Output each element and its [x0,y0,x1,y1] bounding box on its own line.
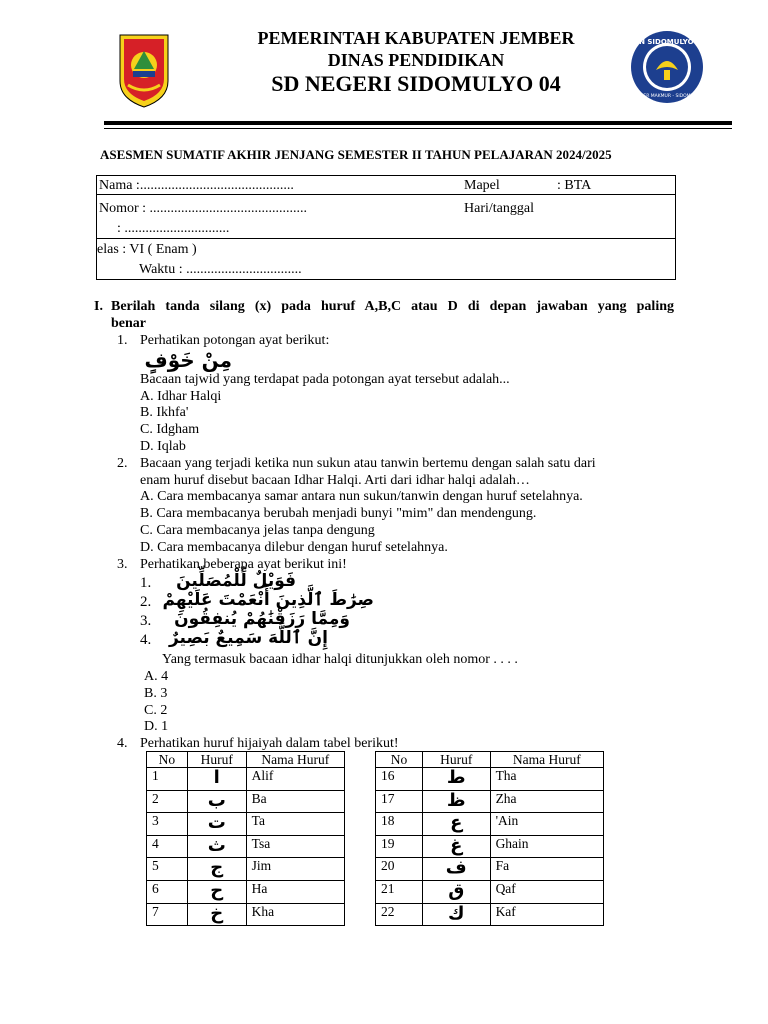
hijaiyah-letter: ع [422,813,490,836]
student-info-box [96,175,676,280]
row-number: 1 [147,768,188,791]
header-nama: Nama Huruf [490,752,603,768]
table-row [376,835,604,858]
hijaiyah-letter: ظ [422,790,490,813]
info-divider [97,238,675,239]
q3-question: Yang termasuk bacaan idhar halqi ditunjukkan oleh nomor . . . . [162,652,518,667]
row-number: 20 [376,858,423,881]
q2-option-c[interactable]: C. Cara membacanya jelas tanpa dengung [140,523,375,538]
q1-option-d[interactable]: D. Iqlab [140,439,186,454]
header-gov: PEMERINTAH KABUPATEN JEMBER [257,28,575,48]
row-number: 16 [376,768,423,791]
q2-number: 2. [117,456,128,471]
q2-option-d[interactable]: D. Cara membacanya dilebur dengan huruf setelahnya. [140,540,448,555]
number-field[interactable]: Nomor : ............................................. [99,201,308,216]
letter-name: Ba [246,790,344,813]
hijaiyah-letter: ا [187,768,246,791]
seal-top-text: SDN SIDOMULYO 04 [630,38,704,46]
letter-name: Ha [246,880,344,903]
letter-name: Kaf [490,903,603,926]
q4-number: 4. [117,736,128,751]
table-row [147,813,345,836]
q3-verse-number: 2. [140,594,152,610]
subject-label: Mapel [464,178,500,193]
q4-text: Perhatikan huruf hijaiyah dalam tabel berikut! [140,736,399,751]
jember-logo [118,33,170,109]
row-number: 19 [376,835,423,858]
table-row [376,813,604,836]
q1-number: 1. [117,333,128,348]
q3-verse-arabic: إِنَّ ٱللَّهَ سَمِيعٌ بَصِيرٌ [168,628,328,648]
letter-name: Fa [490,858,603,881]
section-numeral: I. [94,299,103,314]
info-divider [97,194,675,195]
q3-verse-number: 3. [140,613,152,629]
row-number: 22 [376,903,423,926]
exam-title: ASESMEN SUMATIF AKHIR JENJANG SEMESTER II TAHUN PELAJARAN 2024/2025 [100,147,612,162]
q3-verse-arabic: فَوَيْلٌ لِّلْمُصَلِّينَ [176,571,296,591]
q1-option-c[interactable]: C. Idgham [140,422,200,437]
q3-option-a[interactable]: A. 4 [144,669,169,684]
hijaiyah-letter: ف [422,858,490,881]
section-instruction-cont: benar [111,316,146,331]
hijaiyah-letter: ق [422,880,490,903]
q2-option-a[interactable]: A. Cara membacanya samar antara nun sukun/tanwin dengan huruf setelahnya. [140,489,583,504]
table-row [147,880,345,903]
header-huruf: Huruf [187,752,246,768]
letter-name: Jim [246,858,344,881]
table-row [376,858,604,881]
hijaiyah-letter: خ [187,903,246,926]
row-number: 18 [376,813,423,836]
q2-text-cont: enam huruf disebut bacaan Idhar Halqi. Arti dari idhar halqi adalah… [140,473,530,488]
letter-name: Tsa [246,835,344,858]
seal-bottom-text: JEMBER MAKMUR - SIDOMULYO [632,94,702,99]
q3-verse-number: 1. [140,575,152,591]
letter-name: Tha [490,768,603,791]
table-row [147,835,345,858]
q3-number: 3. [117,557,128,572]
table-row [376,903,604,926]
hijaiyah-letter: ج [187,858,246,881]
letter-name: Zha [490,790,603,813]
section-instruction: Berilah tanda silang (x) pada huruf A,B,C atau D di depan jawaban yang paling [111,299,674,314]
table-row [376,768,604,791]
q3-verse-arabic: صِرَٰطَ ٱلَّذِينَ أَنْعَمْتَ عَلَيْهِمْ [162,590,374,610]
table-row [376,790,604,813]
hijaiyah-letter: غ [422,835,490,858]
header-huruf: Huruf [422,752,490,768]
q1-option-b[interactable]: B. Ikhfa' [140,405,189,420]
table-row [147,903,345,926]
hijaiyah-table-left [146,751,345,926]
table-row [376,880,604,903]
date-label: Hari/tanggal [464,201,534,216]
row-number: 17 [376,790,423,813]
q2-option-b[interactable]: B. Cara membacanya berubah menjadi bunyi "mim" dan mendengung. [140,506,537,521]
row-number: 2 [147,790,188,813]
header-no: No [147,752,188,768]
hijaiyah-table-right [375,751,604,926]
row-number: 7 [147,903,188,926]
hijaiyah-letter: ح [187,880,246,903]
time-field[interactable]: Waktu : ................................. [139,262,302,277]
row-number: 5 [147,858,188,881]
letter-name: Ta [246,813,344,836]
letter-name: Qaf [490,880,603,903]
q3-text: Perhatikan beberapa ayat berikut ini! [140,557,347,572]
subject-value: : BTA [557,178,592,193]
letter-name: Kha [246,903,344,926]
hijaiyah-letter: ك [422,903,490,926]
q1-text: Perhatikan potongan ayat berikut: [140,333,330,348]
q3-option-b[interactable]: B. 3 [144,686,168,701]
q3-verse-arabic: وَمِمَّا رَزَقْنَٰهُمْ يُنفِقُونَ [174,609,350,629]
class-field: elas : VI ( Enam ) [97,242,197,257]
letter-name: Alif [246,768,344,791]
hijaiyah-letter: ط [422,768,490,791]
q3-option-c[interactable]: C. 2 [144,703,168,718]
table-row [147,768,345,791]
row-number: 4 [147,835,188,858]
q1-option-a[interactable]: A. Idhar Halqi [140,389,222,404]
q3-option-d[interactable]: D. 1 [144,719,169,734]
table-row [147,790,345,813]
header-rule [104,121,732,125]
q3-verse-number: 4. [140,632,152,648]
q1-arabic: مِنْ خَوْفٍ [144,348,232,372]
table-row [147,858,345,881]
row-number: 21 [376,880,423,903]
row-number: 3 [147,813,188,836]
row-number: 6 [147,880,188,903]
letter-name: 'Ain [490,813,603,836]
name-field[interactable]: Nama :............................................ [99,178,294,193]
hijaiyah-letter: ت [187,813,246,836]
header-no: No [376,752,423,768]
header-rule-thin [104,128,732,129]
date-field[interactable]: : .............................. [117,221,230,236]
q2-text: Bacaan yang terjadi ketika nun sukun atau tanwin bertemu dengan salah satu dari [140,456,596,471]
q1-question: Bacaan tajwid yang terdapat pada potongan ayat tersebut adalah... [140,372,510,387]
header-school: SD NEGERI SIDOMULYO 04 [271,71,561,96]
letter-name: Ghain [490,835,603,858]
hijaiyah-letter: ب [187,790,246,813]
header-nama: Nama Huruf [246,752,344,768]
header-dept: DINAS PENDIDIKAN [327,50,505,70]
hijaiyah-letter: ث [187,835,246,858]
